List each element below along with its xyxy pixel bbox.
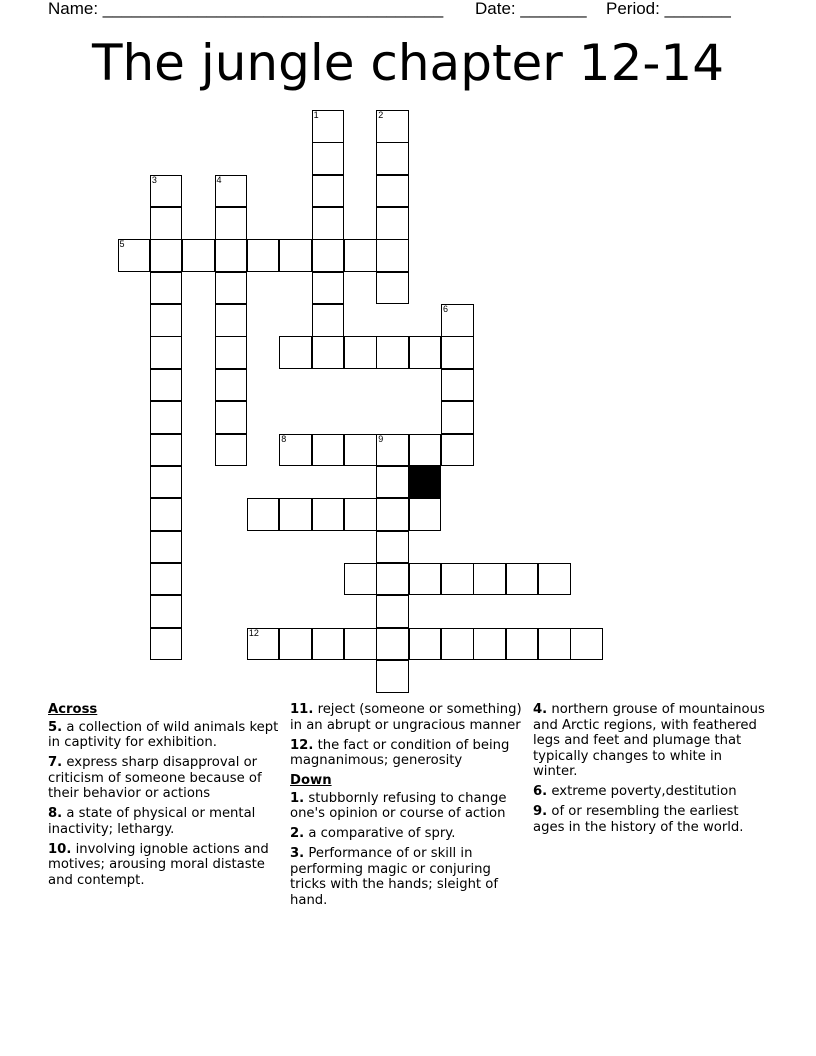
grid-cell[interactable] <box>441 304 474 337</box>
grid-cell[interactable] <box>312 239 345 272</box>
clue-number-label: 4 <box>216 174 222 185</box>
grid-cell[interactable] <box>376 207 409 240</box>
grid-cell[interactable] <box>376 239 409 272</box>
clue-text: of or resembling the earliest ages in the history of the world. <box>533 804 744 835</box>
grid-cell[interactable] <box>376 142 409 175</box>
grid-cell[interactable] <box>215 304 248 337</box>
puzzle-title: The jungle chapter 12-14 <box>91 34 725 92</box>
grid-cell[interactable] <box>247 498 280 531</box>
grid-cell[interactable] <box>441 434 474 467</box>
grid-cell[interactable] <box>182 239 215 272</box>
grid-cell[interactable] <box>473 563 506 596</box>
grid-cell[interactable] <box>279 239 312 272</box>
clue-number: 1. <box>290 790 305 806</box>
grid-cell[interactable] <box>150 272 183 305</box>
clue-number-label: 8 <box>281 433 287 444</box>
grid-cell[interactable] <box>344 628 377 661</box>
grid-cell[interactable] <box>150 369 183 402</box>
grid-cell[interactable] <box>150 628 183 661</box>
clue-number-label: 3 <box>151 174 157 185</box>
grid-cell[interactable] <box>312 207 345 240</box>
down-heading: Down <box>290 773 332 788</box>
grid-cell[interactable] <box>215 369 248 402</box>
clue-down-1 <box>290 791 522 822</box>
grid-cell[interactable] <box>409 498 442 531</box>
grid-cell[interactable] <box>376 272 409 305</box>
grid-cell[interactable] <box>279 628 312 661</box>
clue-text: a state of physical or mental inactivity; lethargy. <box>48 806 256 837</box>
grid-cell[interactable] <box>215 175 248 208</box>
grid-cell[interactable] <box>376 466 409 499</box>
grid-cell[interactable] <box>441 336 474 369</box>
clue-number: 9. <box>533 804 548 819</box>
grid-cell[interactable] <box>344 498 377 531</box>
grid-cell[interactable] <box>312 110 345 143</box>
grid-cell[interactable] <box>150 401 183 434</box>
name-field[interactable]: Name: ____________________________________ <box>48 0 444 18</box>
grid-cell[interactable] <box>150 207 183 240</box>
clue-text: express sharp disapproval or criticism of someone because of their behavior or actions <box>48 755 262 801</box>
grid-cell[interactable] <box>312 272 345 305</box>
grid-cell[interactable] <box>150 466 183 499</box>
grid-cell[interactable] <box>150 563 183 596</box>
grid-cell[interactable] <box>344 563 377 596</box>
clue-number-label: 12 <box>248 627 259 638</box>
period-field[interactable]: Period: _______ <box>606 0 731 18</box>
grid-cell[interactable] <box>312 628 345 661</box>
clue-column-2 <box>290 702 522 913</box>
grid-cell[interactable] <box>538 563 571 596</box>
student-info-header <box>48 0 768 20</box>
clue-down-9 <box>533 804 765 835</box>
clue-across-11 <box>290 702 522 733</box>
grid-cell[interactable] <box>376 110 409 143</box>
grid-cell[interactable] <box>215 239 248 272</box>
grid-cell[interactable] <box>312 175 345 208</box>
clue-text: extreme poverty,destitution <box>547 784 737 799</box>
grid-cell[interactable] <box>409 628 442 661</box>
grid-block <box>409 466 442 499</box>
grid-cell[interactable] <box>150 531 183 564</box>
grid-cell[interactable] <box>150 239 183 272</box>
clue-number: 4. <box>533 702 548 717</box>
clue-text: Performance of or skill in performing magic or conjuring tricks with the hands; sleight of hand. <box>290 846 498 908</box>
grid-cell[interactable] <box>215 434 248 467</box>
clue-across-5 <box>48 720 280 751</box>
grid-cell[interactable] <box>376 628 409 661</box>
clue-across-7 <box>48 755 280 802</box>
grid-cell[interactable] <box>312 304 345 337</box>
grid-cell[interactable] <box>376 434 409 467</box>
grid-cell[interactable] <box>150 304 183 337</box>
clue-number: 8. <box>48 806 63 821</box>
clue-column-3 <box>533 702 765 840</box>
grid-cell[interactable] <box>312 142 345 175</box>
clue-number: 3. <box>290 846 305 861</box>
clue-text: northern grouse of mountainous and Arctic regions, with feathered legs and feet and plumage that typically changes to white in winter. <box>533 702 765 779</box>
clue-text: the fact or condition of being magnanimous; generosity <box>290 737 510 768</box>
grid-cell[interactable] <box>312 336 345 369</box>
grid-cell[interactable] <box>215 207 248 240</box>
clue-text: a collection of wild animals kept in captivity for exhibition. <box>48 719 279 750</box>
clue-number-label: 5 <box>119 239 125 250</box>
clue-across-12 <box>290 738 522 769</box>
grid-cell[interactable] <box>215 336 248 369</box>
grid-cell[interactable] <box>344 434 377 467</box>
clue-number-label: 1 <box>313 110 319 120</box>
grid-cell[interactable] <box>409 434 442 467</box>
clue-number: 11. <box>290 702 314 717</box>
clue-down-3 <box>290 846 522 908</box>
clue-text: involving ignoble actions and motives; arousing moral distaste and contempt. <box>48 841 269 888</box>
grid-cell[interactable] <box>150 498 183 531</box>
grid-cell[interactable] <box>376 175 409 208</box>
grid-cell[interactable] <box>409 336 442 369</box>
grid-cell[interactable] <box>376 336 409 369</box>
clue-number: 2. <box>290 826 305 841</box>
grid-cell[interactable] <box>441 563 474 596</box>
clue-down-6 <box>533 784 765 800</box>
clue-down-4 <box>533 702 765 780</box>
clue-number-label: 6 <box>443 304 449 315</box>
clue-across-10 <box>48 842 280 889</box>
grid-cell[interactable] <box>538 628 571 661</box>
grid-cell[interactable] <box>215 401 248 434</box>
clue-number-label: 9 <box>378 433 384 444</box>
grid-cell[interactable] <box>150 595 183 628</box>
grid-cell[interactable] <box>441 401 474 434</box>
clue-column-1 <box>48 702 280 893</box>
grid-cell[interactable] <box>247 239 280 272</box>
grid-cell[interactable] <box>150 175 183 208</box>
clue-number-label: 2 <box>378 110 384 120</box>
date-field[interactable]: Date: _______ <box>475 0 587 18</box>
grid-cell[interactable] <box>376 563 409 596</box>
clue-number: 7. <box>48 755 63 770</box>
grid-cell[interactable] <box>570 628 603 661</box>
grid-cell[interactable] <box>279 336 312 369</box>
grid-cell[interactable] <box>506 628 539 661</box>
grid-cell[interactable] <box>376 595 409 628</box>
clue-number: 6. <box>533 784 548 799</box>
grid-cell[interactable] <box>279 434 312 467</box>
grid-cell[interactable] <box>312 498 345 531</box>
grid-cell[interactable] <box>506 563 539 596</box>
clue-text: a comparative of spry. <box>304 826 456 841</box>
clue-across-8 <box>48 806 280 837</box>
grid-cell[interactable] <box>376 498 409 531</box>
grid-cell[interactable] <box>344 239 377 272</box>
grid-cell[interactable] <box>441 369 474 402</box>
grid-cell[interactable] <box>118 239 151 272</box>
clue-down-2 <box>290 826 522 842</box>
grid-cell[interactable] <box>215 272 248 305</box>
grid-cell[interactable] <box>279 498 312 531</box>
grid-cell[interactable] <box>376 531 409 564</box>
grid-cell[interactable] <box>409 563 442 596</box>
grid-cell[interactable] <box>376 660 409 693</box>
grid-cell[interactable] <box>344 336 377 369</box>
grid-cell[interactable] <box>247 628 280 661</box>
grid-cell[interactable] <box>150 336 183 369</box>
clue-number: 10. <box>48 841 72 857</box>
across-heading: Across <box>48 702 98 717</box>
clue-text: stubbornly refusing to change one's opinion or course of action <box>290 790 507 821</box>
clue-text: reject (someone or something) in an abrupt or ungracious manner <box>290 702 522 733</box>
grid-cell[interactable] <box>441 628 474 661</box>
grid-cell[interactable] <box>312 434 345 467</box>
grid-cell[interactable] <box>150 434 183 467</box>
clue-number: 5. <box>48 719 63 735</box>
clue-number: 12. <box>290 737 314 753</box>
grid-cell[interactable] <box>473 628 506 661</box>
